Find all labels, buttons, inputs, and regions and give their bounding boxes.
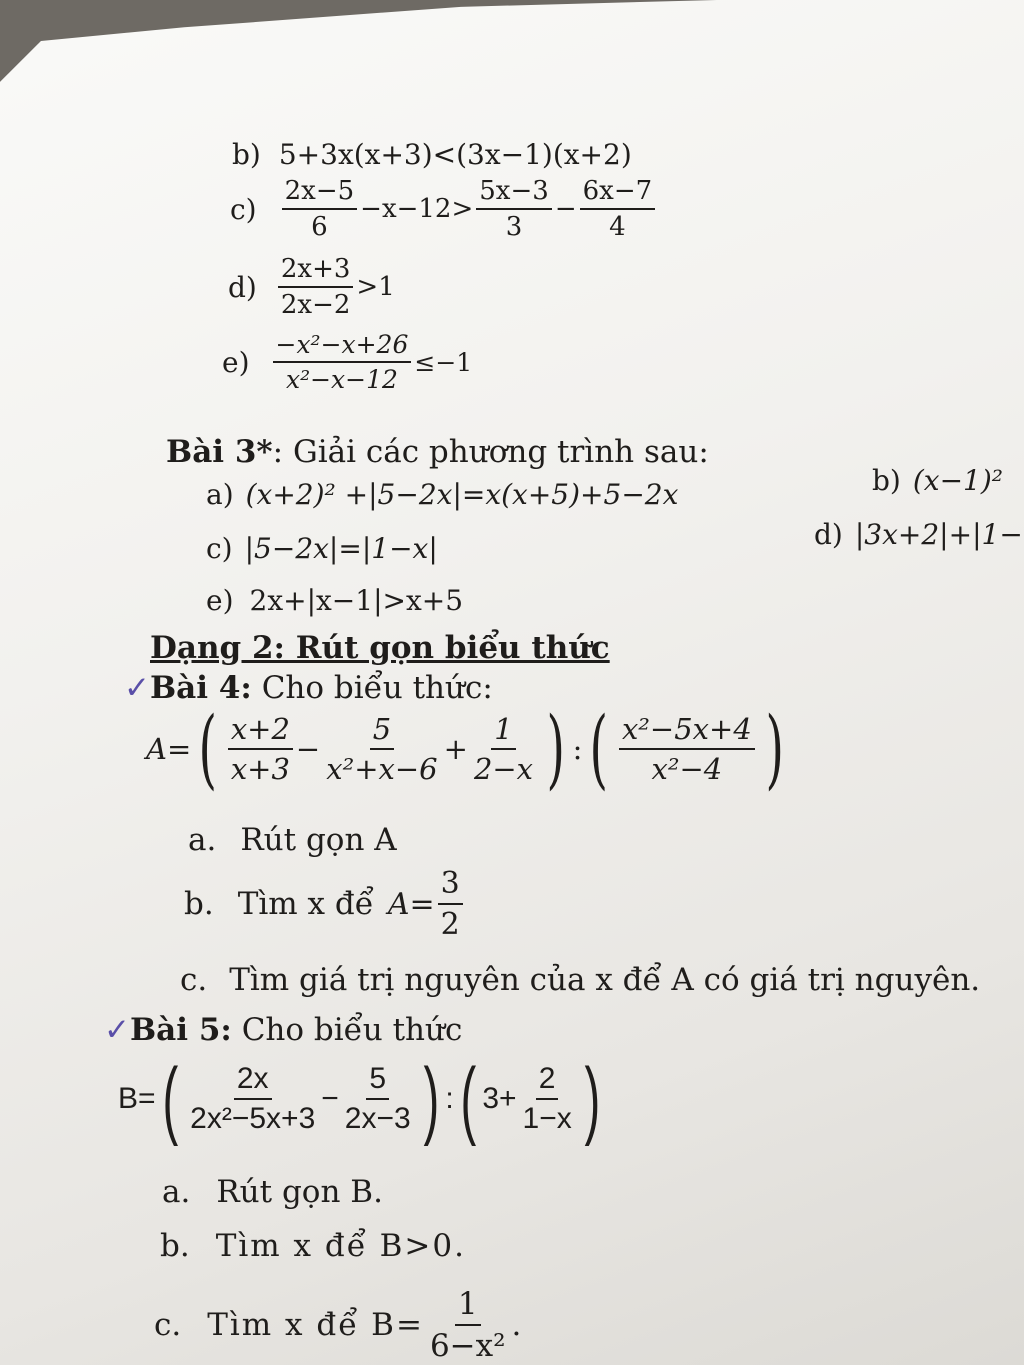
expr-part: ≤−1	[414, 347, 473, 377]
operator: :	[572, 732, 583, 766]
bai4-part-c	[180, 962, 980, 998]
equation-3b: (x−1)²	[912, 464, 1003, 497]
label-c: c.	[154, 1307, 182, 1343]
fraction	[438, 866, 463, 942]
numerator: 1	[455, 1286, 481, 1326]
label-b: b.	[184, 886, 214, 922]
bai3-title: Bài 3*	[166, 434, 273, 470]
numerator: x²−5x+4	[619, 712, 755, 750]
bai5-part-a	[162, 1174, 383, 1210]
denominator: 6	[311, 212, 328, 242]
numerator: −x²−x+26	[273, 330, 412, 363]
label-e: e)	[206, 584, 234, 617]
denominator: 2	[440, 907, 460, 942]
right-paren: )	[584, 1051, 600, 1147]
fraction	[228, 712, 293, 786]
operator: −	[554, 194, 577, 224]
numerator: 5	[366, 1062, 389, 1100]
numerator: 2x+3	[278, 254, 354, 288]
denominator: x²−4	[651, 752, 723, 786]
fraction	[427, 1286, 509, 1364]
label-b: b)	[872, 464, 901, 497]
expression-A	[146, 699, 791, 799]
denominator: 3	[505, 212, 523, 242]
part-text: Tìm x để B>0.	[215, 1228, 466, 1264]
check-mark-icon: ✓	[104, 1012, 130, 1048]
label-a: a.	[188, 822, 217, 858]
exercise-2c	[230, 176, 658, 242]
fraction	[282, 176, 358, 242]
bai4-instruction: Cho biểu thức:	[251, 670, 493, 706]
right-paren: )	[423, 1051, 439, 1147]
label-e: e)	[222, 345, 250, 379]
denominator: 2x−2	[280, 290, 351, 320]
left-paren: (	[198, 699, 218, 799]
operator: −	[321, 1082, 339, 1115]
equation-3a: (x+2)² +|5−2x|=x(x+5)+5−2x	[245, 478, 679, 511]
bai4-part-b	[184, 866, 466, 942]
denominator: 2−x	[473, 752, 534, 786]
fraction	[476, 176, 552, 242]
label-a: a)	[206, 478, 234, 511]
fraction	[278, 254, 354, 320]
label-b: b.	[160, 1228, 190, 1264]
fraction	[580, 176, 656, 242]
exercise-2e	[222, 330, 472, 394]
bai4-part-a	[188, 822, 397, 858]
expression-B	[118, 1051, 606, 1147]
inequality-2d	[275, 254, 395, 320]
bai3-heading	[166, 434, 709, 470]
numerator: x+2	[228, 712, 293, 750]
right-paren: )	[546, 699, 566, 799]
denominator: x²+x−6	[326, 752, 438, 786]
exercise-3d	[814, 518, 1023, 551]
bai5-part-b	[160, 1228, 466, 1264]
operator: −	[295, 732, 321, 766]
denominator: 6−x²	[429, 1328, 506, 1364]
denominator: 4	[609, 212, 626, 242]
numerator: 2	[536, 1062, 559, 1100]
bai4-heading	[124, 670, 493, 706]
equation-3d: |3x+2|+|1−	[854, 518, 1023, 551]
section-heading: Dạng 2: Rút gọn biểu thức	[150, 630, 610, 666]
bai3-instruction: : Giải các phương trình sau:	[272, 434, 709, 470]
exercise-3a	[206, 478, 678, 511]
bai5-instruction: Cho biểu thức	[231, 1012, 463, 1048]
equation-3c: |5−2x|=|1−x|	[244, 532, 438, 565]
inequality-3e: 2x+|x−1|>x+5	[249, 584, 464, 617]
inequality-2e	[270, 330, 473, 394]
expr-part: 3+	[482, 1082, 517, 1115]
exercise-2d	[228, 254, 395, 320]
denominator: 2x²−5x+3	[190, 1102, 316, 1135]
bai5-title: Bài 5:	[129, 1012, 232, 1048]
expr-part: −x−12>	[360, 194, 474, 224]
left-paren: (	[589, 699, 609, 799]
numerator: 5x−3	[476, 176, 552, 210]
right-paren: )	[765, 699, 784, 799]
label-d: d)	[228, 270, 257, 304]
fraction	[471, 712, 536, 786]
left-paren: (	[161, 1051, 178, 1147]
label-a: a.	[162, 1174, 191, 1210]
label-c: c.	[180, 962, 208, 998]
numerator: 3	[438, 866, 463, 905]
label-b: b)	[232, 138, 261, 171]
operator: :	[445, 1082, 454, 1115]
expr-lhs: A=	[387, 886, 435, 922]
part-text: Tìm x để	[237, 886, 374, 922]
part-text: Tìm x để B=	[207, 1307, 424, 1343]
bai5-heading	[104, 1012, 462, 1048]
expr-lhs: A=	[146, 732, 192, 766]
numerator: 6x−7	[580, 176, 656, 210]
denominator: 2x−3	[344, 1102, 411, 1135]
fraction	[273, 330, 412, 394]
denominator: x+3	[230, 752, 290, 786]
part-text: Tìm giá trị nguyên của x để A có giá trị nguyên.	[229, 962, 981, 998]
fraction	[187, 1062, 318, 1136]
exercise-3b	[872, 464, 1003, 497]
fraction	[619, 712, 755, 786]
part-text: Rút gọn B.	[216, 1174, 383, 1210]
exercise-3e	[206, 584, 463, 617]
exercise-3c	[206, 532, 438, 565]
denominator: 1−x	[522, 1102, 572, 1135]
fraction	[342, 1062, 414, 1136]
bai4-title: Bài 4:	[149, 670, 252, 706]
expr-lhs: B=	[118, 1082, 156, 1115]
expr-part: .	[511, 1307, 522, 1343]
check-mark-icon: ✓	[124, 670, 150, 706]
label-c: c)	[230, 192, 257, 226]
bai5-part-c	[154, 1286, 521, 1364]
fraction	[520, 1062, 575, 1136]
label-c: c)	[206, 532, 233, 565]
denominator: x²−x−12	[285, 365, 398, 394]
part-text: Rút gọn A	[240, 822, 397, 858]
expr-part: >1	[356, 272, 395, 302]
exercise-2b	[232, 138, 632, 171]
operator: +	[443, 732, 468, 766]
left-paren: (	[460, 1051, 476, 1147]
numerator: 2x−5	[282, 176, 358, 210]
inequality-2b: 5+3x(x+3)<(3x−1)(x+2)	[278, 138, 632, 171]
numerator: 5	[370, 712, 394, 750]
numerator: 2x	[234, 1062, 272, 1100]
label-d: d)	[814, 518, 843, 551]
fraction	[323, 712, 440, 786]
inequality-2c	[279, 176, 659, 242]
numerator: 1	[491, 712, 515, 750]
